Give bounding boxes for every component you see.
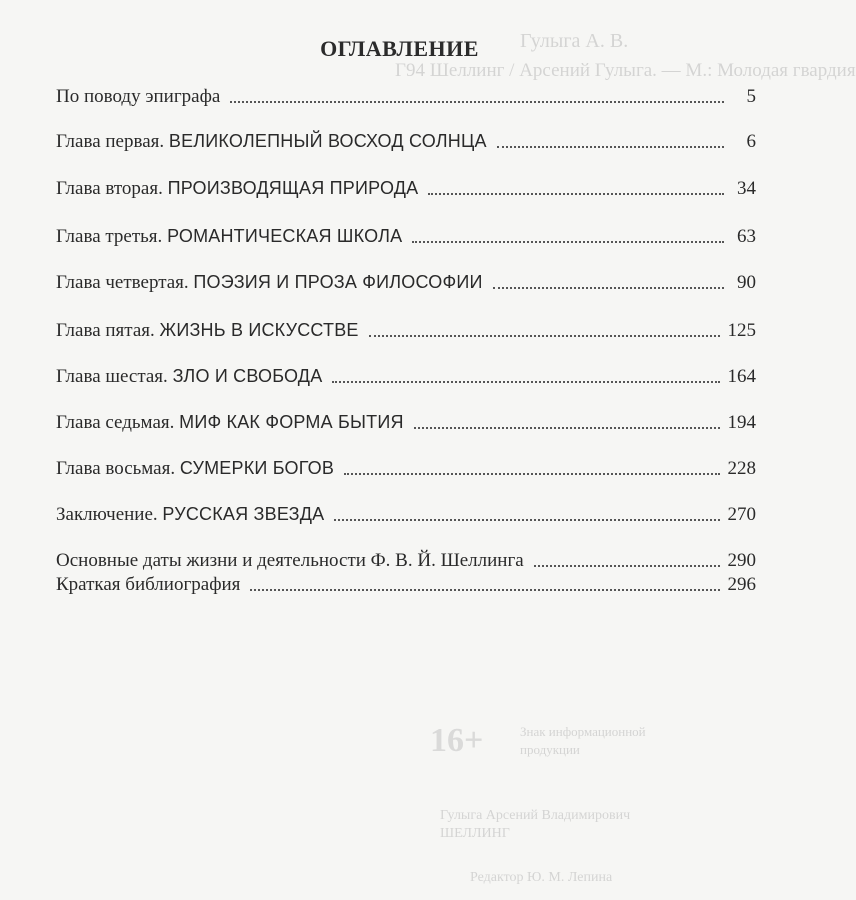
- dot-leader: [250, 587, 719, 591]
- toc-entry: [56, 572, 756, 596]
- toc-entry: [56, 502, 756, 526]
- ghost-editor-line: Редактор Ю. М. Лепина: [470, 870, 613, 885]
- dot-leader: [332, 379, 719, 383]
- dot-leader: [428, 191, 724, 195]
- toc-entry: [56, 84, 756, 108]
- toc-page-number: 228: [727, 458, 756, 479]
- toc-entry-label: Глава четвертая. ПОЭЗИЯ И ПРОЗА ФИЛОСОФИИ: [56, 272, 483, 293]
- toc-page-number: 34: [737, 178, 756, 199]
- ghost-author-line: Гулыга А. В.: [520, 30, 629, 52]
- toc-entry: [56, 548, 756, 572]
- ghost-book-title: ШЕЛЛИНГ: [440, 826, 510, 841]
- toc-entry-label: Глава седьмая. МИФ КАК ФОРМА БЫТИЯ: [56, 412, 404, 433]
- dot-leader: [344, 471, 719, 475]
- toc-entry-label: Глава третья. РОМАНТИЧЕСКАЯ ШКОЛА: [56, 226, 403, 247]
- toc-page-number: 164: [727, 366, 756, 387]
- dot-leader: [412, 239, 724, 243]
- toc-page-number: 270: [727, 504, 756, 525]
- ghost-age-rating: 16+: [430, 722, 484, 759]
- toc-page-number: 194: [727, 412, 756, 433]
- toc-page-number: 5: [746, 86, 756, 107]
- toc-page-number: 90: [737, 272, 756, 293]
- ghost-author-name: Гулыга Арсений Владимирович: [440, 808, 631, 823]
- toc-entry-label: Заключение. РУССКАЯ ЗВЕЗДА: [56, 504, 325, 525]
- dot-leader: [369, 333, 720, 337]
- dot-leader: [230, 99, 724, 103]
- toc-page-number: 296: [727, 574, 756, 595]
- toc-entry-label: По поводу эпиграфа: [56, 86, 221, 107]
- page-title: ОГЛАВЛЕНИЕ: [320, 36, 479, 61]
- toc-entry: [56, 129, 756, 153]
- dot-leader: [493, 285, 724, 289]
- toc-entry-label: Глава восьмая. СУМЕРКИ БОГОВ: [56, 458, 335, 479]
- toc-entry-label: Краткая библиография: [56, 574, 241, 595]
- toc-page-number: 63: [737, 226, 756, 247]
- toc-entry: [56, 456, 756, 480]
- toc-page-number: 125: [727, 320, 756, 341]
- toc-page-number: 290: [727, 550, 756, 571]
- ghost-age-note-2: продукции: [520, 742, 580, 757]
- toc-page-number: 6: [746, 131, 756, 152]
- toc-entry: [56, 364, 756, 388]
- toc-entry-label: Глава вторая. ПРОИЗВОДЯЩАЯ ПРИРОДА: [56, 178, 419, 199]
- toc-entry-label: Глава пятая. ЖИЗНЬ В ИСКУССТВЕ: [56, 320, 359, 341]
- toc-entry-label: Глава шестая. ЗЛО И СВОБОДА: [56, 366, 323, 387]
- toc-entry: [56, 224, 756, 248]
- ghost-imprint-line: Г94 Шеллинг / Арсений Гулыга. — М.: Молодая гвардия: [395, 60, 856, 81]
- toc-entry: [56, 270, 756, 294]
- toc-entry-label: Основные даты жизни и деятельности Ф. В. Й. Шеллинга: [56, 550, 524, 571]
- dot-leader: [497, 144, 724, 148]
- toc-entry: [56, 318, 756, 342]
- dot-leader: [414, 425, 720, 429]
- toc-entry-label: Глава первая. ВЕЛИКОЛЕПНЫЙ ВОСХОД СОЛНЦА: [56, 131, 487, 152]
- toc-entry: [56, 410, 756, 434]
- dot-leader: [334, 517, 719, 521]
- toc-entry: [56, 176, 756, 200]
- dot-leader: [534, 563, 720, 567]
- ghost-age-note-1: Знак информационной: [520, 724, 646, 739]
